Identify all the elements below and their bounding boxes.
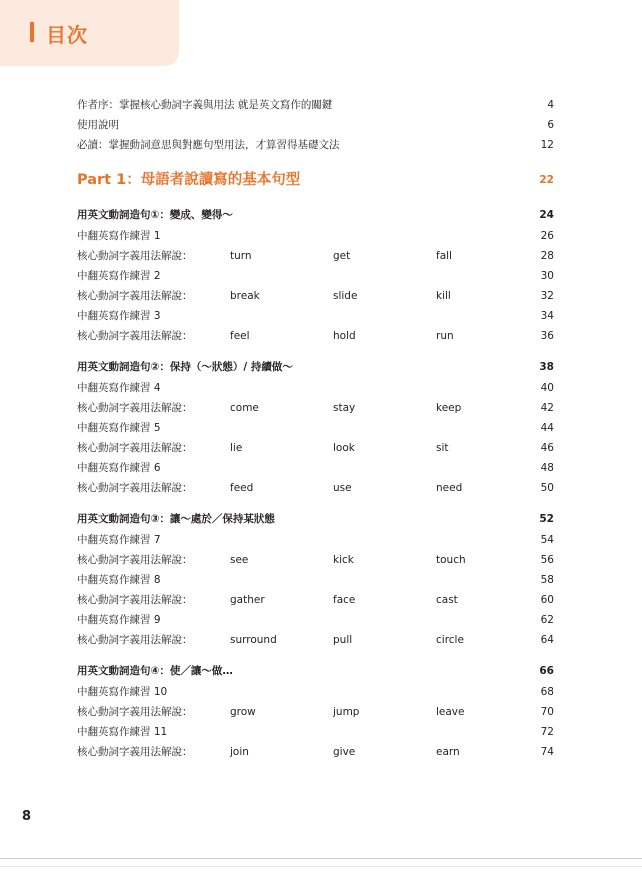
verb-word: look	[333, 442, 355, 454]
toc-entry[interactable]	[77, 590, 554, 610]
section-title: 用英文動詞造句①：變成、變得～	[77, 209, 233, 221]
toc-entry-page: 6	[547, 119, 554, 131]
verb-word: give	[333, 746, 356, 758]
section-page: 52	[539, 513, 554, 525]
toc-entry-page: 64	[540, 634, 554, 646]
toc-entry[interactable]	[77, 438, 554, 458]
toc-entry[interactable]	[77, 458, 554, 478]
section-heading[interactable]	[77, 356, 554, 378]
verb-word: hold	[333, 330, 356, 342]
toc-entry-page: 28	[540, 250, 554, 262]
toc-entry-page: 12	[540, 139, 554, 151]
table-of-contents	[77, 95, 554, 762]
toc-entry-title: 中翻英寫作練習 8	[77, 574, 161, 586]
toc-entry-title: 核心動詞字義用法解說：	[77, 330, 193, 342]
verb-word: pull	[333, 634, 353, 646]
toc-entry-page: 26	[540, 230, 554, 242]
toc-entry-page: 44	[540, 422, 554, 434]
footer-divider	[0, 858, 642, 859]
verb-word: face	[333, 594, 356, 606]
verb-word: get	[333, 250, 351, 262]
verb-word: touch	[436, 554, 466, 566]
part-title: Part 1：母語者說讀寫的基本句型	[77, 172, 301, 188]
toc-entry[interactable]	[77, 95, 554, 115]
toc-entry-title: 核心動詞字義用法解說：	[77, 402, 193, 414]
verb-word: kill	[436, 290, 451, 302]
verb-word: feel	[230, 330, 250, 342]
section-title: 用英文動詞造句④：使／讓～做…	[77, 665, 233, 677]
toc-entry[interactable]	[77, 702, 554, 722]
toc-entry[interactable]	[77, 570, 554, 590]
verb-word: kick	[333, 554, 354, 566]
toc-entry-title: 核心動詞字義用法解說：	[77, 290, 193, 302]
verb-word: break	[230, 290, 260, 302]
toc-entry-title: 中翻英寫作練習 9	[77, 614, 161, 626]
toc-entry[interactable]	[77, 226, 554, 246]
toc-entry-page: 54	[540, 534, 554, 546]
toc-entry-page: 72	[540, 726, 554, 738]
toc-entry-page: 36	[540, 330, 554, 342]
verb-word: leave	[436, 706, 465, 718]
verb-word: use	[333, 482, 352, 494]
section-title: 用英文動詞造句③：讓～處於／保持某狀態	[77, 513, 275, 525]
toc-entry-page: 30	[540, 270, 554, 282]
toc-entry-page: 74	[540, 746, 554, 758]
verb-word: feed	[230, 482, 254, 494]
toc-entry-page: 46	[540, 442, 554, 454]
toc-entry-title: 中翻英寫作練習 1	[77, 230, 161, 242]
section-title: 用英文動詞造句②：保持（～狀態）/ 持續做～	[77, 361, 293, 373]
verb-word: turn	[230, 250, 252, 262]
verb-word: jump	[333, 706, 360, 718]
toc-entry-title: 中翻英寫作練習 4	[77, 382, 161, 394]
verb-word: keep	[436, 402, 462, 414]
section-heading[interactable]	[77, 204, 554, 226]
section-page: 38	[539, 361, 554, 373]
toc-entry-title: 核心動詞字義用法解說：	[77, 746, 193, 758]
section-list	[77, 204, 554, 762]
toc-entry-page: 68	[540, 686, 554, 698]
section-heading[interactable]	[77, 660, 554, 682]
toc-entry-title: 中翻英寫作練習 7	[77, 534, 161, 546]
toc-entry-page: 40	[540, 382, 554, 394]
toc-entry-title: 核心動詞字義用法解說：	[77, 554, 193, 566]
toc-entry-page: 60	[540, 594, 554, 606]
toc-entry[interactable]	[77, 530, 554, 550]
toc-entry-page: 34	[540, 310, 554, 322]
toc-entry[interactable]	[77, 630, 554, 650]
header-tab	[0, 0, 179, 66]
toc-entry[interactable]	[77, 266, 554, 286]
toc-entry-title: 作者序：掌握核心動詞字義與用法 就是英文寫作的關鍵	[77, 99, 333, 111]
toc-entry[interactable]	[77, 398, 554, 418]
toc-entry-page: 56	[540, 554, 554, 566]
toc-entry-page: 50	[540, 482, 554, 494]
toc-entry-page: 62	[540, 614, 554, 626]
toc-entry[interactable]	[77, 326, 554, 346]
toc-entry-page: 4	[547, 99, 554, 111]
verb-word: grow	[230, 706, 256, 718]
verb-word: earn	[436, 746, 460, 758]
toc-entry-title: 必讀：掌握動詞意思與對應句型用法，才算習得基礎文法	[77, 139, 340, 151]
toc-entry[interactable]	[77, 135, 554, 155]
toc-entry-title: 中翻英寫作練習 11	[77, 726, 168, 738]
section-page: 66	[539, 665, 554, 677]
part-page: 22	[539, 174, 554, 186]
page-title: 目次	[46, 23, 88, 47]
toc-entry[interactable]	[77, 478, 554, 498]
verb-word: circle	[436, 634, 464, 646]
toc-entry[interactable]	[77, 306, 554, 326]
toc-entry-title: 核心動詞字義用法解說：	[77, 634, 193, 646]
toc-entry[interactable]	[77, 550, 554, 570]
verb-word: surround	[230, 634, 277, 646]
toc-entry-title: 核心動詞字義用法解說：	[77, 594, 193, 606]
toc-entry-page: 58	[540, 574, 554, 586]
toc-entry-page: 42	[540, 402, 554, 414]
verb-word: slide	[333, 290, 358, 302]
toc-entry[interactable]	[77, 742, 554, 762]
toc-entry-title: 使用說明	[77, 119, 119, 131]
part-heading[interactable]	[77, 166, 554, 194]
toc-entry[interactable]	[77, 722, 554, 742]
toc-entry-page: 32	[540, 290, 554, 302]
section-heading[interactable]	[77, 508, 554, 530]
toc-entry[interactable]	[77, 418, 554, 438]
header-accent-bar	[30, 22, 34, 42]
verb-word: need	[436, 482, 463, 494]
toc-entry-title: 中翻英寫作練習 2	[77, 270, 161, 282]
toc-entry-title: 中翻英寫作練習 5	[77, 422, 161, 434]
verb-word: join	[230, 746, 249, 758]
toc-entry[interactable]	[77, 246, 554, 266]
verb-word: come	[230, 402, 259, 414]
section-page: 24	[539, 209, 554, 221]
toc-entry[interactable]	[77, 378, 554, 398]
toc-entry-title: 核心動詞字義用法解說：	[77, 482, 193, 494]
verb-word: gather	[230, 594, 265, 606]
verb-word: stay	[333, 402, 356, 414]
toc-entry-title: 中翻英寫作練習 10	[77, 686, 168, 698]
verb-word: fall	[436, 250, 452, 262]
toc-entry-title: 中翻英寫作練習 3	[77, 310, 161, 322]
toc-entry-page: 70	[540, 706, 554, 718]
toc-entry[interactable]	[77, 610, 554, 630]
toc-entry-title: 核心動詞字義用法解說：	[77, 250, 193, 262]
toc-entry-title: 中翻英寫作練習 6	[77, 462, 161, 474]
toc-entry[interactable]	[77, 286, 554, 306]
footer-divider	[0, 866, 642, 867]
verb-word: run	[436, 330, 454, 342]
toc-entry-page: 48	[540, 462, 554, 474]
toc-entry[interactable]	[77, 682, 554, 702]
verb-word: lie	[230, 442, 243, 454]
toc-entry[interactable]	[77, 115, 554, 135]
verb-word: sit	[436, 442, 449, 454]
toc-entry-title: 核心動詞字義用法解說：	[77, 442, 193, 454]
verb-word: see	[230, 554, 249, 566]
verb-word: cast	[436, 594, 458, 606]
page-number: 8	[22, 809, 32, 824]
toc-entry-title: 核心動詞字義用法解說：	[77, 706, 193, 718]
